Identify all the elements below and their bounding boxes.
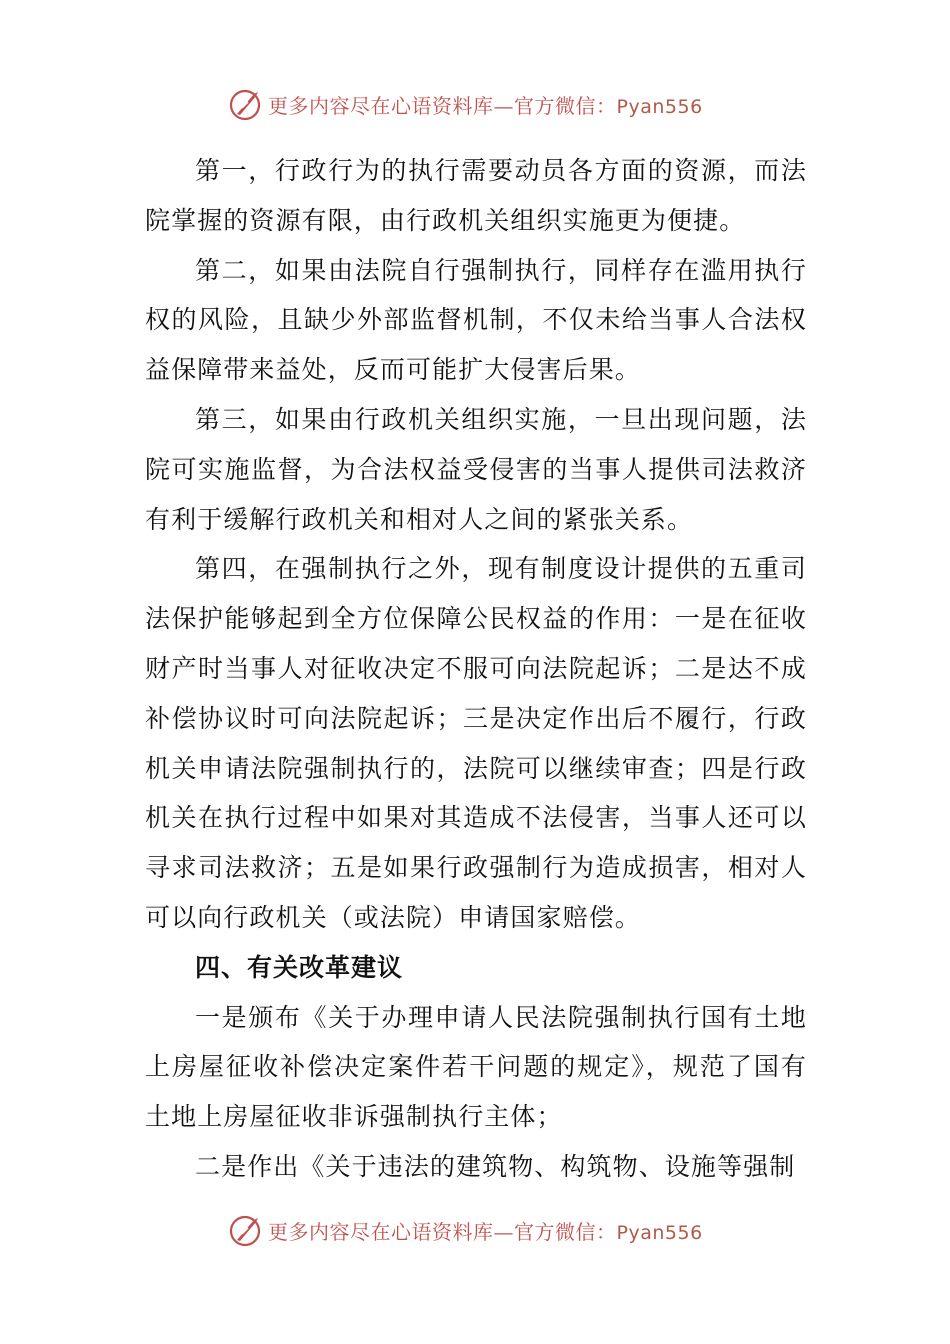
- header-watermark: [228, 84, 728, 124]
- watermark-wechat-id: Pyan556: [616, 1221, 703, 1244]
- paragraph: 第四，在强制执行之外，现有制度设计提供的五重司法保护能够起到全方位保障公民权益的作用：一是在征收财产时当事人对征收决定不服可向法院起诉；二是达不成补偿协议时可向法院起诉；三是决定作出后不履行，行政机关申请法院强制执行的，法院可以继续审查；四是行政机关在执行过程中如果对其造成不法侵害，当事人还可以寻求司法救济；五是如果行政强制行为造成损害，相对人可以向行政机关（或法院）申请国家赔偿。: [145, 554, 807, 932]
- paragraph: 第二，如果由法院自行强制执行，同样存在滥用执行权的风险，且缺少外部监督机制，不仅未给当事人合法权益保障带来益处，反而可能扩大侵害后果。: [145, 255, 807, 385]
- body-text: [145, 146, 807, 1192]
- footer-watermark: [228, 1210, 728, 1250]
- paragraph: 一是颁布《关于办理申请人民法院强制执行国有土地上房屋征收补偿决定案件若干问题的规定》，规范了国有土地上房屋征收非诉强制执行主体；: [145, 1002, 807, 1132]
- paragraph: 第三，如果由行政机关组织实施，一旦出现问题，法院可实施监督，为合法权益受侵害的当事人提供司法救济有利于缓解行政机关和相对人之间的紧张关系。: [145, 404, 807, 534]
- quill-logo-icon: [228, 1212, 264, 1248]
- watermark-text: 更多内容尽在心语资料库—官方微信：: [268, 1219, 617, 1244]
- paragraph: 二是作出《关于违法的建筑物、构筑物、设施等强制: [195, 1151, 796, 1181]
- watermark-text: 更多内容尽在心语资料库—官方微信：: [268, 93, 617, 118]
- paragraph: 第一，行政行为的执行需要动员各方面的资源，而法院掌握的资源有限，由行政机关组织实施更为便捷。: [145, 156, 807, 235]
- quill-logo-icon: [228, 86, 264, 122]
- watermark-wechat-id: Pyan556: [616, 95, 703, 118]
- section-heading: 四、有关改革建议: [195, 952, 404, 982]
